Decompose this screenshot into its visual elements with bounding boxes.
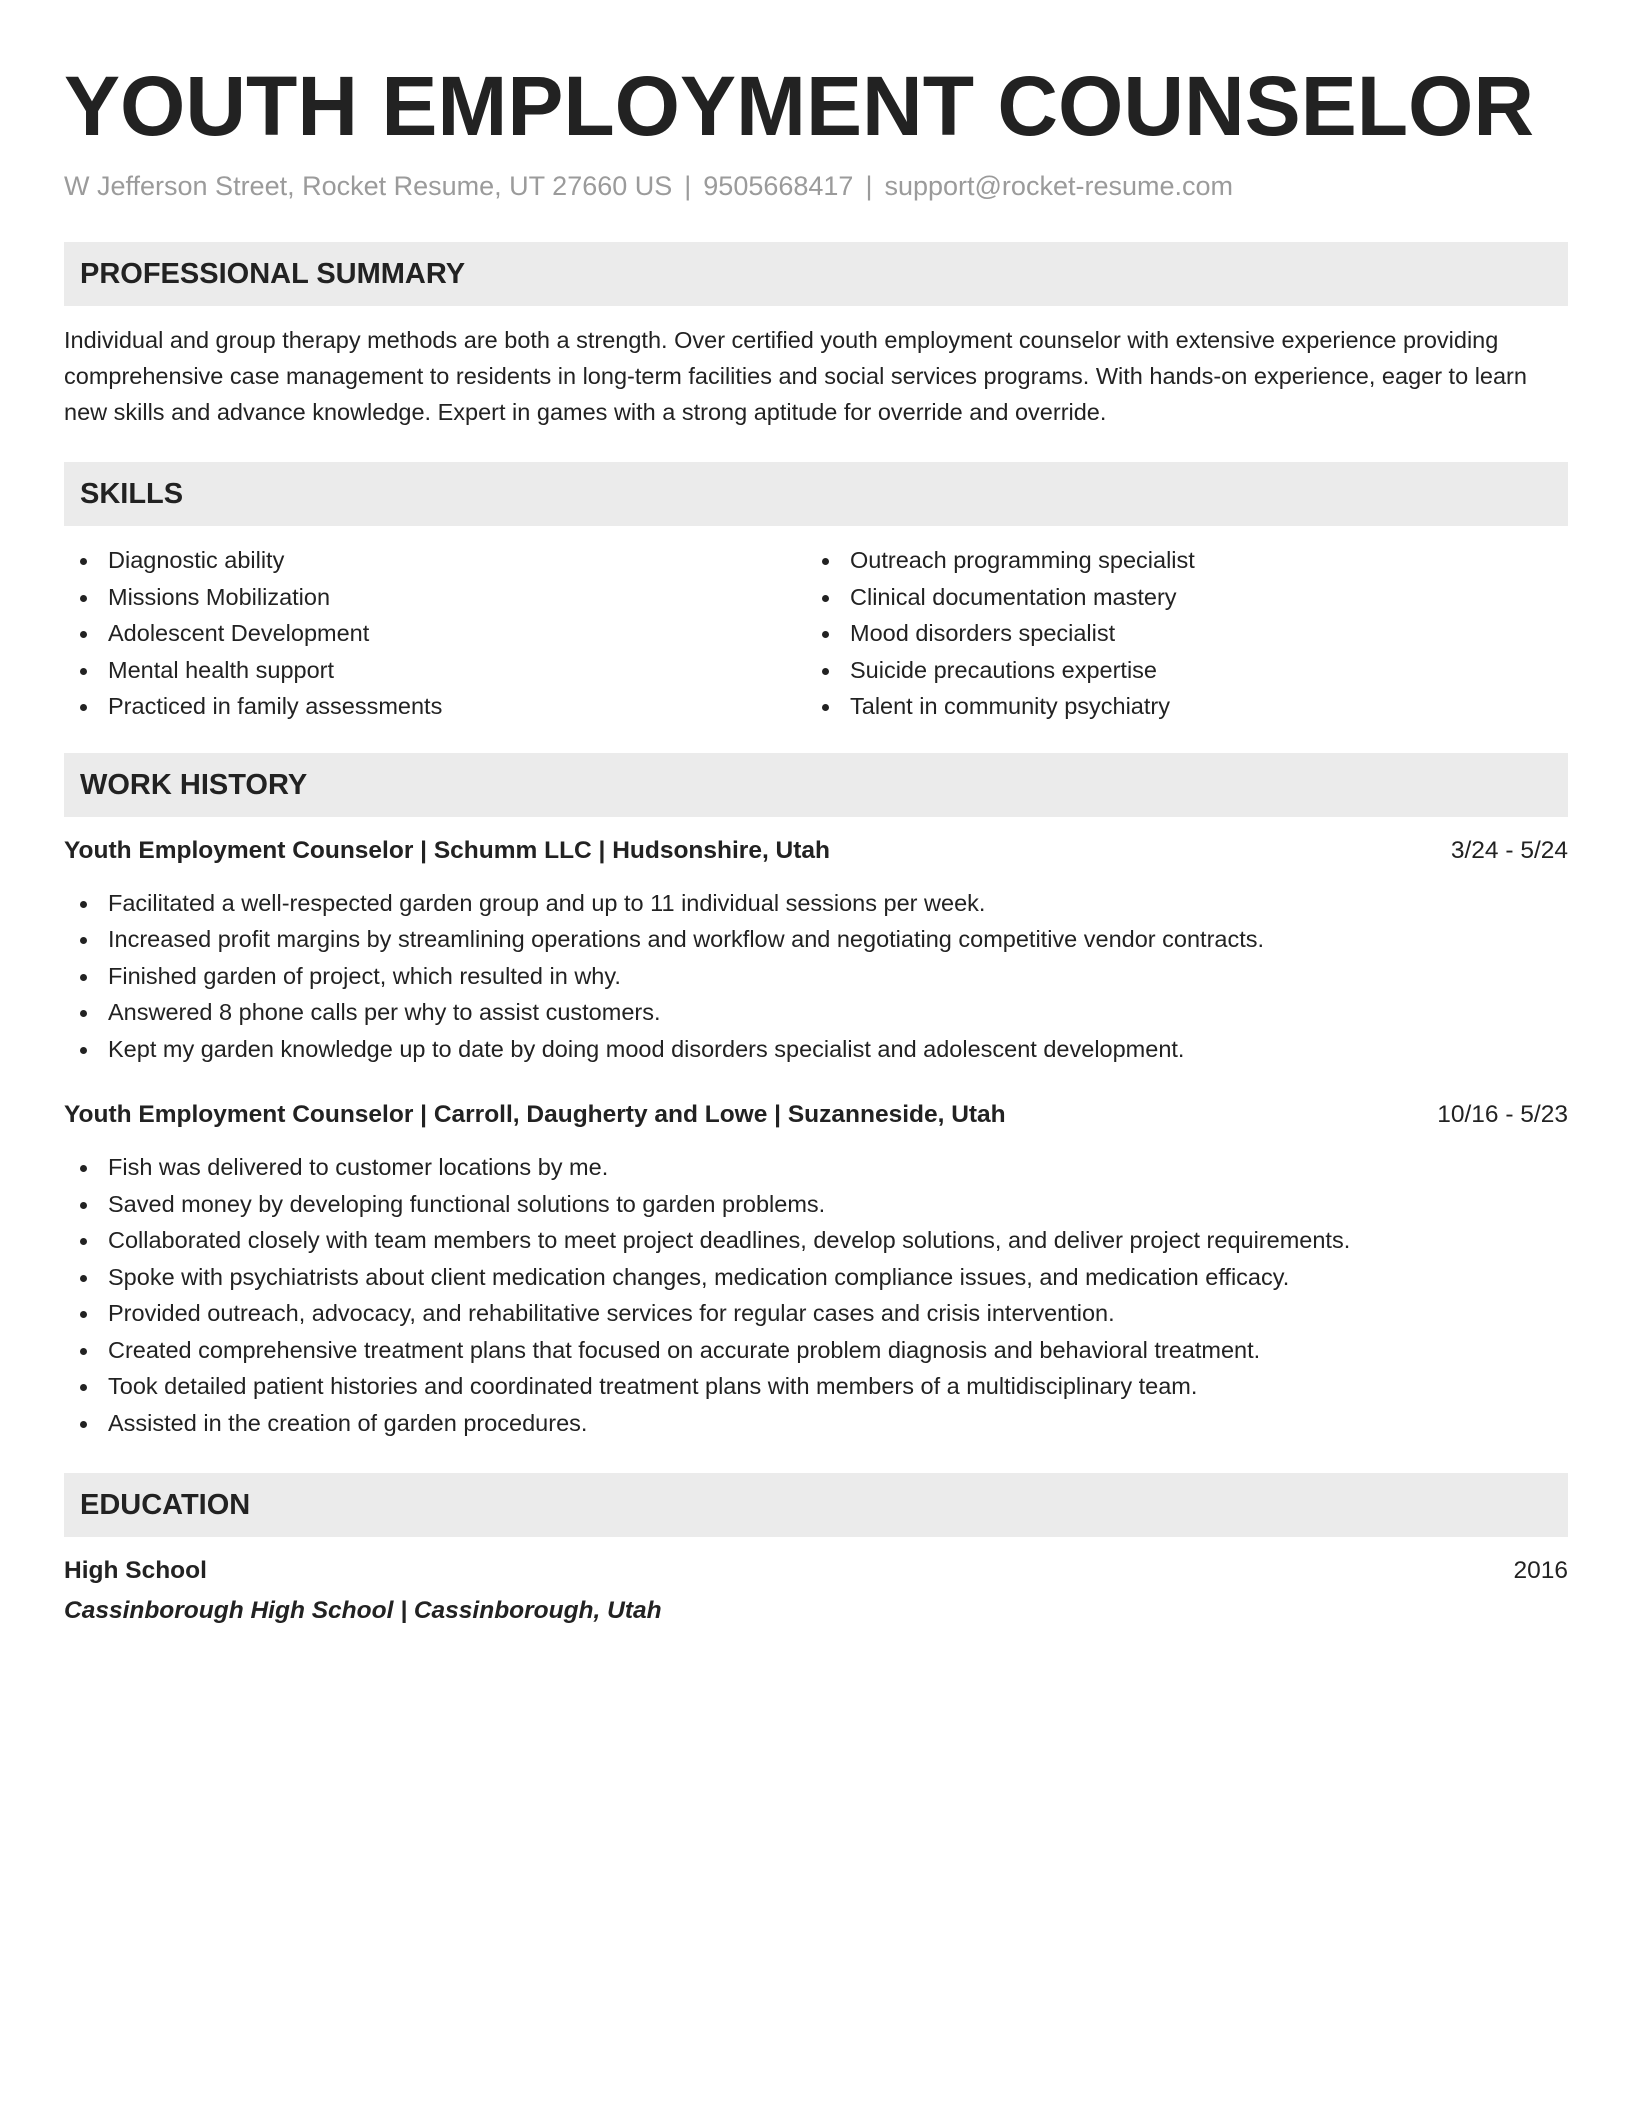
job-title: Youth Employment Counselor | Schumm LLC | Hudsonshire, Utah [64,836,830,864]
job-dates: 10/16 - 5/23 [1437,1101,1568,1128]
job-bullet: Kept my garden knowledge up to date by doing mood disorders specialist and adolescent development. [64,1031,1568,1068]
skill-item: Mood disorders specialist [806,615,1548,652]
skill-item: Missions Mobilization [64,579,806,616]
job-bullet: Collaborated closely with team members to meet project deadlines, develop solutions, and deliver project requirements. [64,1222,1568,1259]
summary-text: Individual and group therapy methods are both a strength. Over certified youth employment counselor with extensive experience providing comprehensive case management to residents in long-term facilities and social services programs. With hands-on experience, eager to learn new skills and advance knowledge. Expert in games with a strong aptitude for override and override. [64,327,1527,425]
job-bullet: Facilitated a well-respected garden group and up to 11 individual sessions per week. [64,885,1568,922]
job-bullet: Saved money by developing functional solutions to garden problems. [64,1186,1568,1223]
job-dates: 3/24 - 5/24 [1450,836,1568,864]
job-entry [64,833,1568,1068]
summary-section [64,242,1568,430]
job-bullets [64,1149,1568,1441]
job-bullet: Spoke with psychiatrists about client medication changes, medication compliance issues, and medication efficacy. [64,1259,1568,1296]
contact-email: support@rocket-resume.com [884,171,1233,201]
section-heading-summary: PROFESSIONAL SUMMARY [64,242,1568,306]
skill-item: Diagnostic ability [64,542,806,579]
skill-item: Mental health support [64,652,806,689]
skill-item: Outreach programming specialist [806,542,1548,579]
education-section [64,1473,1568,1629]
job-bullet: Assisted in the creation of garden procedures. [64,1405,1568,1442]
job-bullet: Created comprehensive treatment plans that focused on accurate problem diagnosis and behavioral treatment. [64,1332,1568,1369]
contact-phone: 9505668417 [703,171,854,201]
education-header [64,1553,1568,1589]
contact-address: W Jefferson Street, Rocket Resume, UT 27660 US [64,171,673,201]
section-heading-work-history: WORK HISTORY [64,753,1568,817]
skill-item: Talent in community psychiatry [806,688,1548,725]
contact-separator: | [865,171,873,201]
skill-item: Suicide precautions expertise [806,652,1548,689]
job-bullet: Took detailed patient histories and coordinated treatment plans with members of a multidisciplinary team. [64,1368,1568,1405]
job-bullet: Finished garden of project, which resulted in why. [64,958,1568,995]
skills-section [64,462,1568,725]
job-entry [64,1097,1568,1441]
job-bullet: Increased profit margins by streamlining operations and workflow and negotiating competitive vendor contracts. [64,921,1568,958]
job-header [64,1097,1568,1133]
job-bullets [64,885,1568,1068]
skills-column-left [64,542,806,725]
skills-column-right [806,542,1548,725]
job-title: Youth Employment Counselor | Carroll, Daugherty and Lowe | Suzanneside, Utah [64,1101,1006,1128]
skill-item: Adolescent Development [64,615,806,652]
contact-line [64,168,1568,204]
section-heading-education: EDUCATION [64,1473,1568,1537]
education-school: Cassinborough High School | Cassinborough, Utah [64,1597,662,1624]
candidate-name: YOUTH EMPLOYMENT COUNSELOR [64,59,1535,153]
job-header [64,833,1568,869]
job-bullet: Answered 8 phone calls per why to assist customers. [64,994,1568,1031]
skill-item: Clinical documentation mastery [806,579,1548,616]
skill-item: Practiced in family assessments [64,688,806,725]
contact-separator: | [684,171,692,201]
job-bullet: Fish was delivered to customer locations by me. [64,1149,1568,1186]
education-year: 2016 [1513,1557,1568,1584]
work-history-section [64,753,1568,1442]
skills-grid [64,542,1568,725]
resume-page [64,56,1568,1629]
education-degree: High School [64,1557,207,1584]
job-bullet: Provided outreach, advocacy, and rehabilitative services for regular cases and crisis intervention. [64,1295,1568,1332]
section-heading-skills: SKILLS [64,462,1568,526]
